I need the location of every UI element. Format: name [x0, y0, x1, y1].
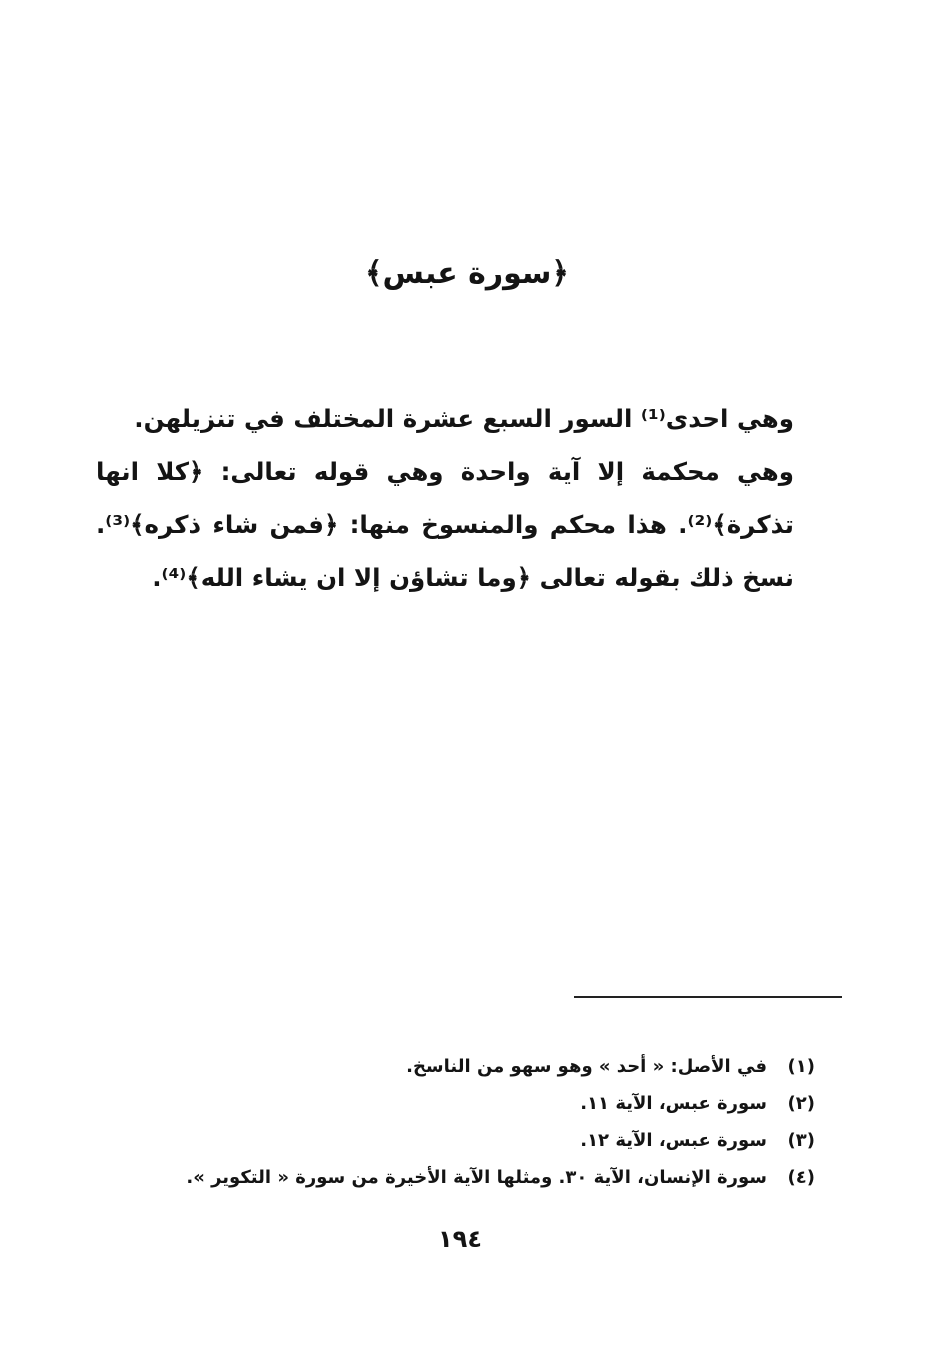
footnote-1: [150, 1048, 815, 1085]
paragraph-1: وهي احدى⁽¹⁾ السور السبع عشرة المختلف في تنزيلهن.: [134, 404, 794, 433]
footnote-text: في الأصل: « أحد » وهو سهو من الناسخ.: [406, 1056, 767, 1077]
footnotes: [150, 1048, 815, 1196]
page-number: ١٩٤: [438, 1225, 482, 1253]
footnote-number: (١): [787, 1056, 815, 1077]
footnote-4: [150, 1159, 815, 1196]
footnote-2: [150, 1085, 815, 1122]
footnote-3: [150, 1122, 815, 1159]
footnote-text: سورة عبس، الآية ١٢.: [580, 1130, 767, 1151]
footnote-text: سورة عبس، الآية ١١.: [580, 1093, 767, 1114]
footnote-number: (٤): [787, 1167, 815, 1188]
footnote-text: سورة الإنسان، الآية ٣٠. ومثلها الآية الأخيرة من سورة « التكوير ».: [186, 1167, 767, 1188]
footnote-separator: [574, 996, 842, 998]
paragraph-2: وهي محكمة إلا آية واحدة وهي قوله تعالى: ﴿كلا انها تذكرة﴾⁽²⁾. هذا محكم والمنسوخ منها: ﴿فمن شاء ذكره﴾⁽³⁾. نسخ ذلك بقوله تعالى ﴿وما تشاؤن إلا ان يشاء الله﴾⁽⁴⁾.: [96, 457, 794, 592]
main-text: [96, 392, 846, 604]
surah-heading: ﴿سورة عبس﴾: [364, 256, 570, 291]
footnote-number: (٢): [787, 1093, 815, 1114]
footnote-number: (٣): [787, 1130, 815, 1151]
